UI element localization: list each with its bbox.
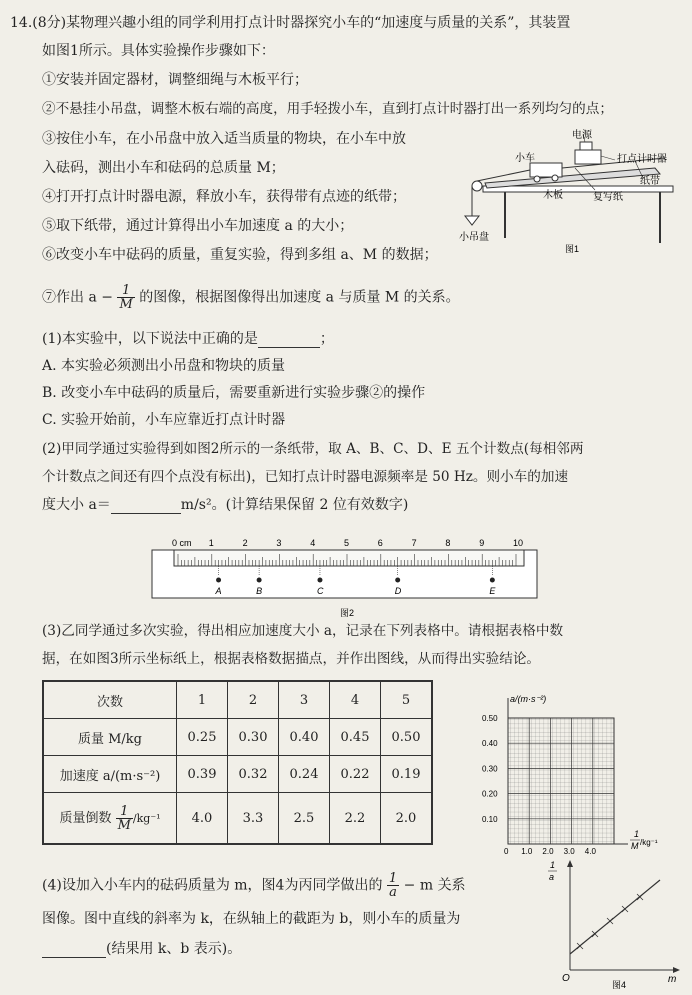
part-4-line-1	[42, 872, 466, 899]
table-cell: 2.0	[381, 793, 433, 845]
inverse-mass-fraction	[116, 805, 133, 832]
figure-2-caption: 图2	[340, 608, 355, 618]
ruler-label: 1	[208, 538, 214, 548]
table-cell: 2.2	[330, 793, 381, 845]
ruler-label: 8	[445, 538, 451, 548]
part-4-text: (4)设加入小车内的砝码质量为 m，图4为丙同学做出的	[42, 877, 383, 894]
figure-1-apparatus	[455, 128, 690, 256]
step-7-fraction	[117, 284, 134, 311]
cart	[530, 163, 562, 177]
figure-2-tape	[150, 528, 540, 620]
label-carbon-paper: 复写纸	[593, 192, 623, 203]
table-cell: 0.25	[177, 719, 228, 756]
table-header-cell: 次数	[43, 681, 177, 719]
part-2-line-2: 个计数点之间还有四个点没有标出)，已知打点计时器电源频率是 50 Hz。则小车的加速	[42, 469, 569, 485]
power-source	[580, 142, 592, 150]
ruler-label: 9	[479, 538, 485, 548]
figure-1-caption: 图1	[565, 244, 580, 254]
inverse-mass-label: 质量倒数	[59, 810, 112, 826]
option-b: B. 改变小车中砝码的质量后，需要重新进行实验步骤②的操作	[42, 385, 426, 401]
question-header-2: 如图1所示。具体实验操作步骤如下：	[42, 43, 275, 59]
ruler-labels	[172, 538, 523, 548]
ruler-label: 5	[344, 538, 350, 548]
figure-4-graph	[540, 858, 690, 992]
tape-point	[395, 578, 400, 583]
answer-blank-4[interactable]	[42, 943, 106, 958]
hanging-pan	[465, 216, 479, 225]
label-timer: 打点计时器	[617, 154, 667, 165]
x-tick: 2.0	[542, 847, 554, 856]
table-cell: 0.24	[279, 756, 330, 793]
data-table	[42, 680, 433, 845]
table-cell: 3.3	[228, 793, 279, 845]
table-cell: 0.40	[279, 719, 330, 756]
part-2-line-3	[42, 496, 408, 514]
step-2: ②不悬挂小吊盘，调整木板右端的高度，用手轻拨小车，直到打点计时器打出一系列均匀的点；	[42, 101, 613, 117]
fraction-numerator: 1	[388, 871, 398, 886]
label-board: 木板	[543, 190, 563, 201]
step-6: ⑥改变小车中砝码的质量，重复实验，得到多组 a、M 的数据；	[42, 247, 438, 263]
step-1: ①安装并固定器材，调整细绳与木板平行；	[42, 72, 308, 88]
table-header-cell: 1	[177, 681, 228, 719]
inverse-mass-unit: /kg⁻¹	[132, 811, 161, 825]
timer	[575, 150, 601, 164]
part-4-line-3	[42, 940, 241, 958]
answer-blank-2[interactable]	[111, 499, 181, 514]
y-tick: 0.50	[482, 714, 498, 723]
ruler	[174, 550, 524, 566]
x-label-unit: /kg⁻¹	[640, 838, 658, 847]
step-7-text-a: ⑦作出 a −	[42, 289, 113, 306]
table-cell: 4.0	[177, 793, 228, 845]
ruler-label: 0 cm	[172, 538, 192, 548]
x-tick: 1.0	[521, 847, 533, 856]
tape-point-label: D	[394, 586, 402, 596]
x-axis-label: m	[668, 974, 677, 985]
y-axis-label: a/(m·s⁻²)	[510, 694, 547, 704]
x-tick: 0	[504, 847, 509, 856]
table-row	[43, 719, 432, 756]
question-header: 14.(8分)某物理兴趣小组的同学利用打点计时器探究小车的“加速度与质量的关系”，其装置	[10, 15, 571, 31]
y-tick: 0.30	[482, 764, 498, 774]
step-7	[42, 284, 460, 311]
table-cell: 2.5	[279, 793, 330, 845]
table-header-row	[43, 681, 432, 719]
figure-4-caption: 图4	[612, 980, 627, 990]
part-4-text-end: − m 关系	[403, 877, 466, 894]
figure-3-grid	[468, 690, 690, 858]
option-a: A. 本实验必须测出小吊盘和物块的质量	[42, 358, 286, 374]
fraction-denominator: a	[389, 885, 397, 900]
part-1-text: (1)本实验中，以下说法中正确的是	[42, 331, 258, 347]
table-row	[43, 793, 432, 845]
fraction-numerator: 1	[116, 805, 133, 819]
pulley	[472, 181, 482, 191]
label-pan: 小吊盘	[459, 232, 489, 243]
step-7-text-b: 的图像，根据图像得出加速度 a 与质量 M 的关系。	[139, 289, 460, 306]
y-label-numerator: 1	[550, 860, 556, 870]
table-cell: 0.22	[330, 756, 381, 793]
part-4-line-2: 图像。图中直线的斜率为 k，在纵轴上的截距为 b，则小车的质量为	[42, 911, 461, 927]
table-cell: 加速度 a/(m·s⁻²)	[43, 756, 177, 793]
ruler-label: 4	[310, 538, 316, 548]
step-3-cont: 入砝码，测出小车和砝码的总质量 M；	[42, 160, 285, 176]
step-4: ④打开打点计时器电源，释放小车，获得带有点迹的纸带；	[42, 189, 406, 205]
part-1-end: ；	[319, 331, 334, 347]
tape-point-label: B	[256, 586, 263, 596]
x-label-denominator: M	[631, 841, 639, 851]
x-tick: 4.0	[584, 847, 596, 856]
table-cell: 0.19	[381, 756, 433, 793]
tape-point	[216, 578, 221, 583]
ruler-label: 3	[276, 538, 282, 548]
y-tick: 0.10	[482, 814, 498, 824]
tape-point-label: A	[215, 586, 222, 596]
step-3: ③按住小车，在小吊盘中放入适当质量的物块，在小车中放	[42, 131, 406, 147]
fraction-denominator: M	[119, 297, 133, 312]
ruler-label: 6	[377, 538, 383, 548]
part-2-text: 度大小 a＝	[42, 497, 111, 513]
table-cell: 0.50	[381, 719, 433, 756]
x-tick-labels	[504, 847, 596, 856]
part-3-line-2: 据，在如图3所示坐标纸上，根据表格数据描点，并作出图线，从而得出实验结论。	[42, 651, 541, 667]
part-4-end: (结果用 k、b 表示)。	[106, 941, 242, 957]
label-tape: 纸带	[640, 176, 660, 187]
table-cell: 0.32	[228, 756, 279, 793]
tape-point	[317, 578, 322, 583]
y-tick: 0.20	[482, 789, 498, 799]
fit-line	[570, 880, 660, 954]
table-cell: 0.30	[228, 719, 279, 756]
label-cart: 小车	[515, 153, 535, 164]
y-tick: 0.40	[482, 739, 498, 749]
part-2-end: m/s²。(计算结果保留 2 位有效数字)	[180, 497, 409, 513]
ruler-label: 7	[411, 538, 417, 548]
ruler-label: 2	[242, 538, 248, 548]
board	[485, 168, 660, 188]
tape-point	[490, 578, 495, 583]
part-4-fraction	[387, 872, 399, 899]
origin-label: O	[562, 973, 570, 984]
y-tick-labels	[482, 714, 498, 824]
table-cell	[43, 793, 177, 845]
option-c: C. 实验开始前，小车应靠近打点计时器	[42, 412, 286, 428]
table-header-cell: 5	[381, 681, 433, 719]
tape-point-label: C	[316, 586, 324, 596]
part-1-stem	[42, 330, 334, 348]
label-power: 电源	[572, 130, 592, 141]
table-cell: 质量 M/kg	[43, 719, 177, 756]
step-5: ⑤取下纸带，通过计算得出小车加速度 a 的大小；	[42, 218, 354, 234]
table-cell: 0.45	[330, 719, 381, 756]
table-header-cell: 4	[330, 681, 381, 719]
part-2-line-1: (2)甲同学通过实验得到如图2所示的一条纸带，取 A、B、C、D、E 五个计数点(每相邻两	[42, 441, 584, 457]
ruler-label: 10	[513, 538, 524, 548]
grid-area	[508, 718, 614, 844]
part-3-line-1: (3)乙同学通过多次实验，得出相应加速度大小 a，记录在下列表格中。请根据表格中数	[42, 623, 564, 639]
cart-wheel	[552, 175, 558, 181]
fraction-denominator: M	[117, 817, 131, 833]
table-header-cell: 2	[228, 681, 279, 719]
y-label-denominator: a	[549, 872, 555, 882]
table-row	[43, 756, 432, 793]
x-label-numerator: 1	[634, 829, 640, 839]
tape-point	[257, 578, 262, 583]
table-header-cell: 3	[279, 681, 330, 719]
cart-wheel	[534, 176, 540, 182]
x-tick: 3.0	[563, 847, 575, 856]
answer-blank-1[interactable]	[258, 333, 320, 348]
table-cell: 0.39	[177, 756, 228, 793]
tape-point-label: E	[489, 586, 496, 596]
fraction-numerator: 1	[117, 284, 134, 298]
